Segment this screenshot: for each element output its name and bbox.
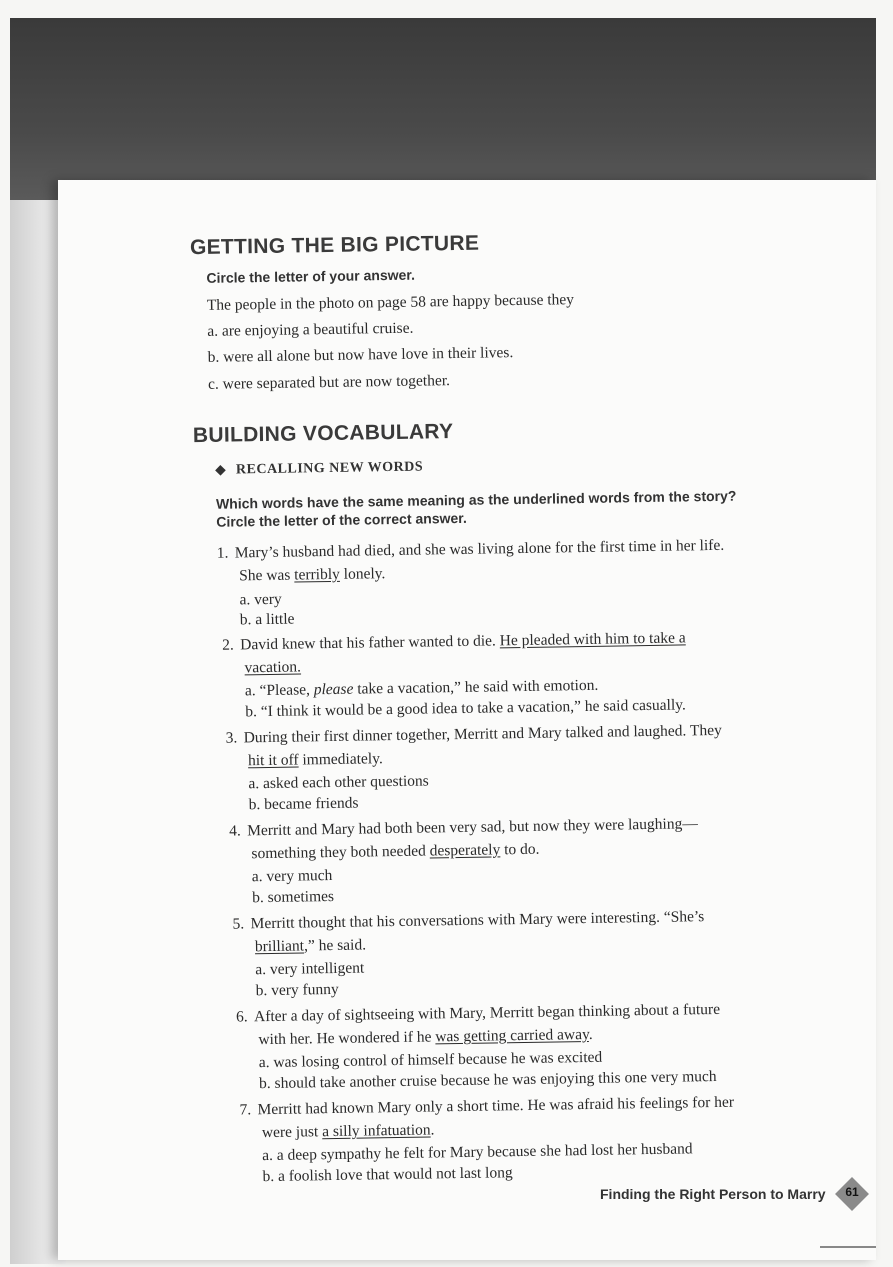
question-7-underlined: a silly infatuation (321, 1121, 431, 1141)
recalling-subheading (215, 459, 423, 479)
question-6-text-pre: with her. He wondered if he (258, 1028, 436, 1049)
footer-title: Finding the Right Person to Marry (600, 1186, 826, 1202)
question-1-text-pre: She was (238, 566, 295, 585)
question-7-text-post: . (430, 1121, 435, 1139)
big-picture-question: The people in the photo on page 58 are happy because they (206, 291, 575, 314)
question-4-underlined: desperately (429, 841, 501, 860)
question-6-line2 (258, 1026, 593, 1049)
question-3-line2 (248, 750, 383, 770)
diamond-bullet-icon: ◆ (215, 461, 227, 477)
question-2-option-a-emphasis: please (313, 680, 354, 699)
big-picture-instruction: Circle the letter of your answer. (206, 266, 416, 286)
question-3-text-post: immediately. (298, 750, 383, 769)
question-5-line2 (255, 936, 366, 956)
question-5-text: Merritt thought that his conversations with Mary were interesting. “She’s (250, 908, 705, 933)
question-6-option-a: a. was losing control of himself because he was excited (258, 1048, 603, 1072)
big-picture-heading: GETTING THE BIG PICTURE (189, 231, 480, 260)
question-4-text-post: to do. (500, 840, 540, 859)
question-2-underlined-2: vacation. (244, 658, 302, 677)
question-1-line2 (239, 565, 385, 585)
question-4-option-a: a. very much (251, 866, 333, 886)
question-6-underlined: was getting carried away (435, 1025, 589, 1046)
question-5-line1 (232, 908, 704, 933)
question-4-line2 (251, 841, 539, 864)
question-2-underlined-1: He pleaded with him to take a (499, 629, 686, 650)
question-2-option-a-pre: a. “Please, (244, 681, 314, 700)
question-5-option-b: b. very funny (255, 980, 339, 1000)
question-2-option-b: b. “I think it would be a good idea to take a vacation,” he said casually. (245, 696, 686, 721)
question-4-line1 (229, 815, 698, 840)
question-3-underlined: hit it off (247, 751, 299, 770)
question-2-line1 (222, 629, 686, 654)
big-picture-option-a: a. are enjoying a beautiful cruise. (207, 319, 414, 340)
question-6-line1 (236, 1001, 720, 1027)
question-5-option-a: a. very intelligent (255, 959, 365, 979)
question-7-text: Merritt had known Mary only a short time. He was afraid his feelings for her (257, 1093, 735, 1119)
vocabulary-heading: BUILDING VOCABULARY (192, 420, 454, 448)
question-2-text-pre: David knew that his father wanted to die. (240, 632, 500, 654)
page-number-badge (834, 1176, 870, 1212)
vocabulary-instruction-line1: Which words have the same meaning as the underlined words from the story? (215, 487, 737, 512)
question-2-option-a-post: take a vacation,” he said with emotion. (353, 676, 599, 698)
question-3-line1 (226, 722, 722, 748)
question-1-number: 1. (216, 544, 229, 562)
question-7-line1 (239, 1094, 734, 1120)
question-7-text-pre: were just (261, 1123, 323, 1142)
question-1-underlined: terribly (294, 565, 340, 584)
recalling-subheading-label: RECALLING NEW WORDS (235, 459, 424, 478)
question-3-option-b: b. became friends (248, 794, 359, 814)
question-1-line1 (217, 537, 725, 563)
question-3-text: During their first dinner together, Merritt and Mary talked and laughed. They (243, 721, 722, 747)
question-4-text: Merritt and Mary had both been very sad, but now they were laughing— (246, 815, 698, 840)
question-4-option-b: b. sometimes (252, 887, 335, 907)
question-7-number: 7. (239, 1101, 252, 1119)
question-6-option-b: b. should take another cruise because he was enjoying this one very much (258, 1067, 717, 1093)
question-5-number: 5. (232, 915, 245, 933)
question-6-number: 6. (235, 1008, 248, 1026)
question-1-option-b: b. a little (239, 610, 295, 629)
footer-rule (820, 1246, 876, 1248)
question-2-number: 2. (222, 636, 234, 654)
question-5-text-post: ,” he said. (303, 936, 367, 955)
question-5-underlined: brilliant (254, 937, 305, 956)
big-picture-option-c: c. were separated but are now together. (207, 372, 451, 393)
question-4-number: 4. (228, 822, 241, 840)
question-6-text: After a day of sightseeing with Mary, Merritt began thinking about a future (253, 1000, 721, 1026)
big-picture-option-b: b. were all alone but now have love in their lives. (207, 344, 514, 366)
question-7-option-a: a. a deep sympathy he felt for Mary because she had lost her husband (262, 1140, 693, 1165)
question-1-text: Mary’s husband had died, and she was living alone for the first time in her life. (234, 536, 725, 562)
question-3-option-a: a. asked each other questions (248, 772, 429, 793)
page-number: 61 (845, 1185, 859, 1199)
question-6-text-post: . (588, 1025, 593, 1043)
question-7-option-b: b. a foolish love that would not last long (262, 1164, 513, 1186)
question-2-line2 (244, 658, 301, 677)
question-1-text-post: lonely. (339, 565, 386, 583)
question-7-line2 (262, 1121, 435, 1142)
vocabulary-instruction-line2: Circle the letter of the correct answer. (216, 509, 467, 530)
question-4-text-pre: something they both needed (251, 842, 430, 863)
question-1-option-a: a. very (239, 590, 282, 609)
question-2-option-a (245, 677, 599, 701)
question-3-number: 3. (225, 729, 238, 747)
